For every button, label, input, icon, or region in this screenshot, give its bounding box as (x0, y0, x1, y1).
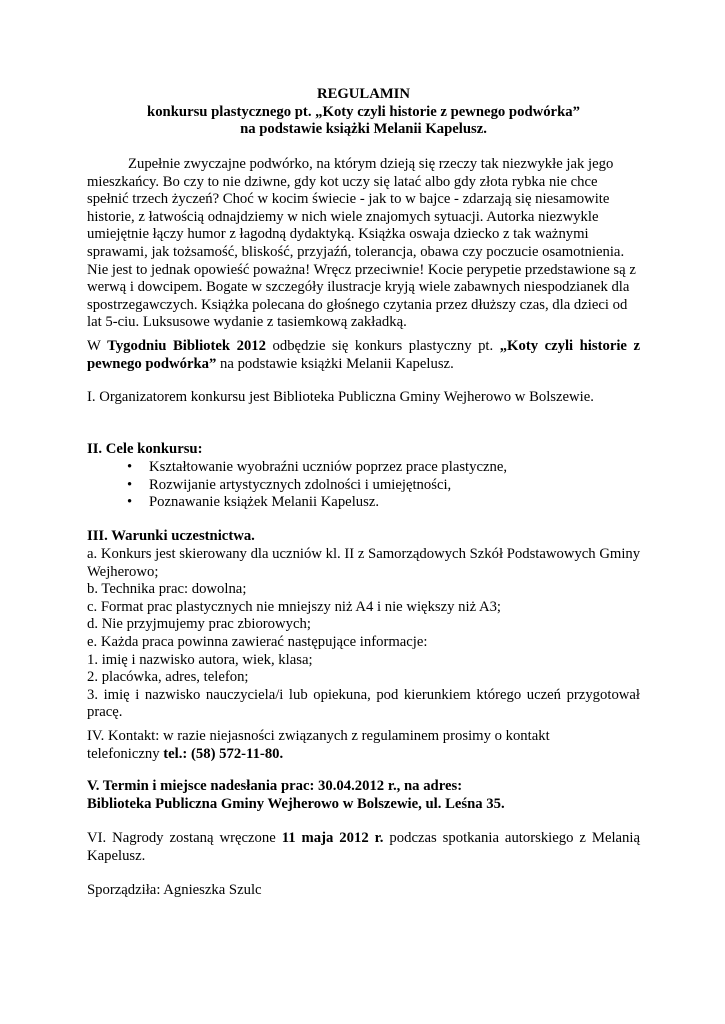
goals-heading: II. Cele konkursu: (87, 441, 203, 457)
intro-line: lat 5-ciu. Luksusowe wydanie z tasiemkową zakładką. (87, 314, 407, 331)
conditions-list (87, 546, 640, 722)
phone-number: tel.: (58) 572-11-80. (163, 745, 284, 762)
title-line-2: konkursu plastycznego pt. „Koty czyli historie z pewnego podwórka” (147, 103, 580, 120)
organizer-section: I. Organizatorem konkursu jest Biblioteka Publiczna Gminy Wejherowo w Bolszewie. (87, 389, 594, 405)
contest-name-part-1: „Koty czyli historie z (499, 338, 640, 354)
intro-line: werwą i dowcipem. Bogate w szczegóły ilustracje kryją wiele zabawnych niespodzianek dla (87, 279, 630, 296)
list-item (87, 494, 640, 512)
intro-line: mieszkańcy. Bo czy to nie dziwne, gdy kot uczy się latać albo gdy złota rybka nie chce (87, 173, 598, 190)
contact-line-2 (87, 746, 640, 764)
condition-line: 3. imię i nazwisko nauczyciela/i lub opiekuna, pod kierunkiem którego uczeń przygotował (87, 686, 640, 703)
goal-text: Kształtowanie wyobraźni uczniów poprzez prace plastyczne, (149, 459, 508, 475)
intro-line: umiejętnie łączy humor z łagodną dydaktyką. Książka oswaja dziecko z tak ważnymi (87, 226, 589, 243)
awards-date: 11 maja 2012 r. (281, 830, 384, 846)
condition-line: 2. placówka, adres, telefon; (87, 669, 249, 686)
intro-line: Nie jest to jednak opowieść poważna! Wręcz przeciwnie! Kocie perypetie przedstawione są z (87, 261, 636, 278)
bullet-icon: • (127, 459, 133, 475)
deadline-line-2: Biblioteka Publiczna Gminy Wejherowo w Bolszewie, ul. Leśna 35. (87, 795, 505, 812)
event-name: Tygodniu Bibliotek 2012 (107, 338, 266, 354)
contact-prefix: telefoniczny (87, 745, 164, 762)
intro-line: historie, z łatwością odnajdziemy w nich wiele znajomych sytuacji. Autorka niezwykle (87, 208, 599, 225)
conditions-heading: III. Warunki uczestnictwa. (87, 528, 255, 544)
intro-line: spostrzegawczych. Książka polecana do głośnego czytania przez dłuższy czas, dla dzieci od (87, 296, 628, 313)
intro-line: Zupełnie zwyczajne podwórko, na którym dzieją się rzeczy tak niezwykłe jak jego (128, 156, 614, 172)
bullet-icon: • (127, 494, 133, 511)
condition-line: c. Format prac plastycznych nie mniejszy niż A4 i nie większy niż A3; (87, 598, 501, 615)
contact-section (87, 728, 640, 763)
awards-line-1 (87, 830, 640, 848)
awards-suffix: podczas spotkania autorskiego z Melanią (383, 830, 641, 846)
announcement-paragraph (87, 338, 640, 373)
announce-middle: odbędzie się konkurs plastyczny pt. (266, 338, 500, 354)
awards-section (87, 830, 640, 865)
bullet-icon: • (127, 476, 133, 493)
contest-name-part-2: pewnego podwórka” (87, 355, 217, 372)
title-line-1: REGULAMIN (316, 86, 411, 102)
condition-line: Wejherowo; (87, 563, 159, 580)
goals-list (87, 459, 640, 512)
condition-line: 1. imię i nazwisko autora, wiek, klasa; (87, 651, 313, 668)
contact-line-1: IV. Kontakt: w razie niejasności związanych z regulaminem prosimy o kontakt (87, 728, 550, 744)
list-item (87, 459, 640, 477)
condition-line: a. Konkurs jest skierowany dla uczniów kl. II z Samorządowych Szkół Podstawowych Gminy (87, 546, 641, 562)
intro-paragraph (87, 156, 640, 332)
announcement-line-2 (87, 356, 640, 374)
list-item (87, 477, 640, 495)
intro-line: sprawami, jak tożsamość, bliskość, przyjaźń, tolerancja, obawa czy poczucie osamotnienia. (87, 243, 625, 260)
deadline-section (87, 778, 640, 813)
awards-prefix: VI. Nagrody zostaną wręczone (87, 830, 282, 846)
awards-line-2: Kapelusz. (87, 847, 146, 864)
document-title (87, 86, 640, 139)
goal-text: Rozwijanie artystycznych zdolności i umiejętności, (149, 476, 452, 493)
title-line-3: na podstawie książki Melanii Kapelusz. (240, 121, 487, 138)
author-signature: Sporządziła: Agnieszka Szulc (87, 882, 262, 898)
deadline-line-1: V. Termin i miejsce nadesłania prac: 30.04.2012 r., na adres: (87, 778, 463, 794)
intro-line: spełnić trzech życzeń? Choć w kocim świecie - jak to w bajce - zdarzają się niesamowite (87, 191, 610, 208)
condition-line: d. Nie przyjmujemy prac zbiorowych; (87, 616, 311, 633)
announce-suffix: na podstawie książki Melanii Kapelusz. (216, 355, 454, 372)
announcement-line-1 (87, 338, 640, 356)
condition-line: b. Technika prac: dowolna; (87, 581, 247, 598)
condition-line: pracę. (87, 704, 123, 721)
announce-prefix: W (87, 338, 108, 354)
goal-text: Poznawanie książek Melanii Kapelusz. (149, 494, 380, 511)
condition-line: e. Każda praca powinna zawierać następujące informacje: (87, 633, 428, 650)
